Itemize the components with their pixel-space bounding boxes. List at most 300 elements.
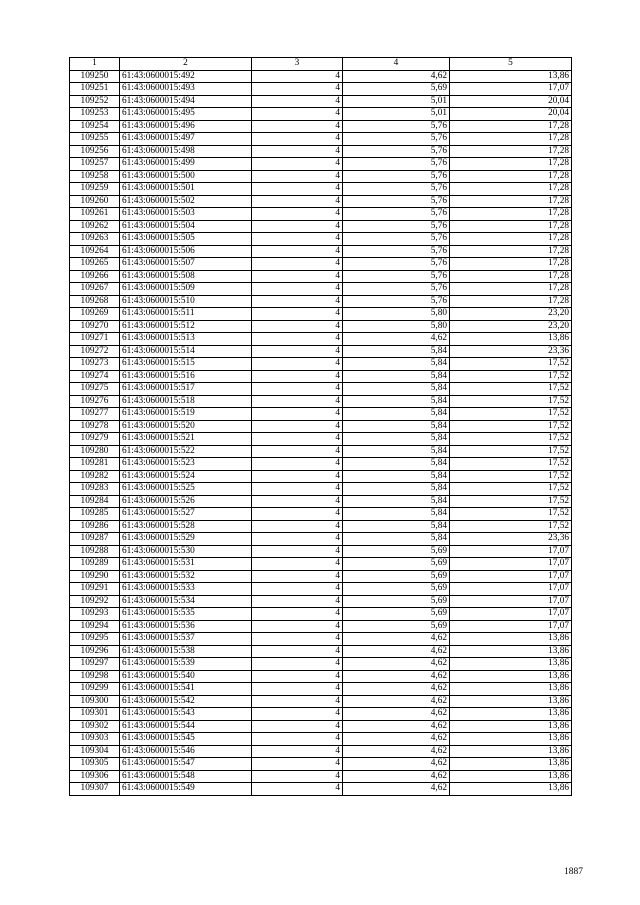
col3-value-cell: 4 [252, 733, 343, 746]
table-row [70, 333, 572, 346]
table-row [70, 183, 572, 196]
cadastral-number-cell: 61:43:0600015:508 [120, 270, 252, 283]
col5-value-cell: 13,86 [450, 645, 572, 658]
table-row [70, 133, 572, 146]
col3-value-cell: 4 [252, 783, 343, 796]
col4-value-cell: 5,69 [343, 608, 450, 621]
row-number-cell: 109281 [70, 458, 120, 471]
cadastral-number-cell: 61:43:0600015:493 [120, 83, 252, 96]
table-row [70, 583, 572, 596]
col4-value-cell: 5,01 [343, 108, 450, 121]
row-number-cell: 109278 [70, 420, 120, 433]
row-number-cell: 109298 [70, 670, 120, 683]
table-row [70, 320, 572, 333]
col3-value-cell: 4 [252, 133, 343, 146]
cadastral-number-cell: 61:43:0600015:538 [120, 645, 252, 658]
col3-value-cell: 4 [252, 295, 343, 308]
col5-value-cell: 13,86 [450, 683, 572, 696]
cadastral-number-cell: 61:43:0600015:492 [120, 70, 252, 83]
row-number-cell: 109257 [70, 158, 120, 171]
col4-value-cell: 5,01 [343, 95, 450, 108]
table-row [70, 283, 572, 296]
col3-value-cell: 4 [252, 608, 343, 621]
col3-value-cell: 4 [252, 683, 343, 696]
cadastral-number-cell: 61:43:0600015:531 [120, 558, 252, 571]
cadastral-number-cell: 61:43:0600015:506 [120, 245, 252, 258]
row-number-cell: 109300 [70, 695, 120, 708]
col5-value-cell: 17,07 [450, 83, 572, 96]
col4-value-cell: 4,62 [343, 633, 450, 646]
table-row [70, 733, 572, 746]
col4-value-cell: 5,76 [343, 183, 450, 196]
row-number-cell: 109256 [70, 145, 120, 158]
table-row [70, 433, 572, 446]
row-number-cell: 109250 [70, 70, 120, 83]
row-number-cell: 109295 [70, 633, 120, 646]
cadastral-number-cell: 61:43:0600015:544 [120, 720, 252, 733]
col3-value-cell: 4 [252, 658, 343, 671]
cadastral-number-cell: 61:43:0600015:527 [120, 508, 252, 521]
col4-value-cell: 4,62 [343, 670, 450, 683]
cadastral-number-cell: 61:43:0600015:548 [120, 770, 252, 783]
row-number-cell: 109277 [70, 408, 120, 421]
col4-value-cell: 5,76 [343, 208, 450, 221]
row-number-cell: 109306 [70, 770, 120, 783]
col5-value-cell: 13,86 [450, 733, 572, 746]
cadastral-number-cell: 61:43:0600015:535 [120, 608, 252, 621]
col5-value-cell: 17,07 [450, 620, 572, 633]
col4-value-cell: 5,76 [343, 258, 450, 271]
col4-value-cell: 5,84 [343, 345, 450, 358]
col3-value-cell: 4 [252, 695, 343, 708]
cadastral-number-cell: 61:43:0600015:529 [120, 533, 252, 546]
col3-value-cell: 4 [252, 595, 343, 608]
table-row [70, 270, 572, 283]
column-header-5: 5 [450, 58, 572, 71]
table-row [70, 695, 572, 708]
col3-value-cell: 4 [252, 570, 343, 583]
col3-value-cell: 4 [252, 408, 343, 421]
table-row [70, 308, 572, 321]
cadastral-number-cell: 61:43:0600015:546 [120, 745, 252, 758]
cadastral-number-cell: 61:43:0600015:530 [120, 545, 252, 558]
table-row [70, 220, 572, 233]
row-number-cell: 109305 [70, 758, 120, 771]
col4-value-cell: 4,62 [343, 708, 450, 721]
col3-value-cell: 4 [252, 458, 343, 471]
col4-value-cell: 5,84 [343, 508, 450, 521]
col4-value-cell: 5,84 [343, 358, 450, 371]
cadastral-number-cell: 61:43:0600015:543 [120, 708, 252, 721]
col4-value-cell: 5,84 [343, 520, 450, 533]
col5-value-cell: 17,28 [450, 145, 572, 158]
col4-value-cell: 5,69 [343, 83, 450, 96]
col5-value-cell: 17,28 [450, 208, 572, 221]
col5-value-cell: 17,28 [450, 120, 572, 133]
col5-value-cell: 17,52 [450, 420, 572, 433]
col3-value-cell: 4 [252, 558, 343, 571]
row-number-cell: 109274 [70, 370, 120, 383]
table-row [70, 545, 572, 558]
col5-value-cell: 23,36 [450, 345, 572, 358]
col3-value-cell: 4 [252, 545, 343, 558]
col5-value-cell: 17,07 [450, 608, 572, 621]
col3-value-cell: 4 [252, 708, 343, 721]
cadastral-number-cell: 61:43:0600015:499 [120, 158, 252, 171]
row-number-cell: 109255 [70, 133, 120, 146]
cadastral-number-cell: 61:43:0600015:496 [120, 120, 252, 133]
row-number-cell: 109259 [70, 183, 120, 196]
row-number-cell: 109299 [70, 683, 120, 696]
col5-value-cell: 17,52 [450, 395, 572, 408]
cadastral-number-cell: 61:43:0600015:523 [120, 458, 252, 471]
col3-value-cell: 4 [252, 620, 343, 633]
col3-value-cell: 4 [252, 83, 343, 96]
column-header-1: 1 [70, 58, 120, 71]
cadastral-number-cell: 61:43:0600015:540 [120, 670, 252, 683]
table-row [70, 670, 572, 683]
table-row [70, 95, 572, 108]
col4-value-cell: 5,84 [343, 383, 450, 396]
table-row [70, 558, 572, 571]
col3-value-cell: 4 [252, 483, 343, 496]
table-row [70, 245, 572, 258]
cadastral-number-cell: 61:43:0600015:549 [120, 783, 252, 796]
col4-value-cell: 5,80 [343, 320, 450, 333]
row-number-cell: 109292 [70, 595, 120, 608]
header-row [70, 58, 572, 71]
table-row [70, 683, 572, 696]
cadastral-number-cell: 61:43:0600015:507 [120, 258, 252, 271]
cadastral-number-cell: 61:43:0600015:537 [120, 633, 252, 646]
cadastral-number-cell: 61:43:0600015:525 [120, 483, 252, 496]
col5-value-cell: 17,52 [450, 508, 572, 521]
table-row [70, 783, 572, 796]
row-number-cell: 109252 [70, 95, 120, 108]
table-row [70, 195, 572, 208]
col3-value-cell: 4 [252, 70, 343, 83]
col3-value-cell: 4 [252, 320, 343, 333]
cadastral-number-cell: 61:43:0600015:498 [120, 145, 252, 158]
cadastral-number-cell: 61:43:0600015:502 [120, 195, 252, 208]
col5-value-cell: 20,04 [450, 95, 572, 108]
cadastral-number-cell: 61:43:0600015:526 [120, 495, 252, 508]
table-row [70, 620, 572, 633]
col3-value-cell: 4 [252, 233, 343, 246]
col3-value-cell: 4 [252, 308, 343, 321]
table-row [70, 83, 572, 96]
column-header-2: 2 [120, 58, 252, 71]
col5-value-cell: 13,86 [450, 708, 572, 721]
col4-value-cell: 5,76 [343, 245, 450, 258]
cadastral-number-cell: 61:43:0600015:494 [120, 95, 252, 108]
col5-value-cell: 13,86 [450, 745, 572, 758]
table-row [70, 370, 572, 383]
row-number-cell: 109268 [70, 295, 120, 308]
col3-value-cell: 4 [252, 445, 343, 458]
table-row [70, 395, 572, 408]
col5-value-cell: 17,52 [450, 520, 572, 533]
row-number-cell: 109291 [70, 583, 120, 596]
row-number-cell: 109288 [70, 545, 120, 558]
col4-value-cell: 5,84 [343, 433, 450, 446]
col3-value-cell: 4 [252, 758, 343, 771]
table-row [70, 408, 572, 421]
col5-value-cell: 17,28 [450, 220, 572, 233]
table-body [70, 70, 572, 795]
col5-value-cell: 17,28 [450, 270, 572, 283]
table-row [70, 720, 572, 733]
table-row [70, 483, 572, 496]
col3-value-cell: 4 [252, 183, 343, 196]
col3-value-cell: 4 [252, 395, 343, 408]
col5-value-cell: 17,52 [450, 495, 572, 508]
table-row [70, 170, 572, 183]
cadastral-number-cell: 61:43:0600015:513 [120, 333, 252, 346]
col5-value-cell: 17,07 [450, 595, 572, 608]
col4-value-cell: 5,84 [343, 370, 450, 383]
cadastral-number-cell: 61:43:0600015:500 [120, 170, 252, 183]
cadastral-number-cell: 61:43:0600015:497 [120, 133, 252, 146]
table-row [70, 383, 572, 396]
col3-value-cell: 4 [252, 108, 343, 121]
col3-value-cell: 4 [252, 358, 343, 371]
col4-value-cell: 5,69 [343, 570, 450, 583]
row-number-cell: 109290 [70, 570, 120, 583]
col4-value-cell: 4,62 [343, 783, 450, 796]
table-row [70, 258, 572, 271]
row-number-cell: 109269 [70, 308, 120, 321]
col3-value-cell: 4 [252, 670, 343, 683]
table-row [70, 645, 572, 658]
table-row [70, 570, 572, 583]
table-row [70, 608, 572, 621]
col4-value-cell: 5,76 [343, 295, 450, 308]
col4-value-cell: 5,84 [343, 420, 450, 433]
col5-value-cell: 17,28 [450, 195, 572, 208]
col4-value-cell: 5,76 [343, 158, 450, 171]
row-number-cell: 109286 [70, 520, 120, 533]
col5-value-cell: 17,52 [450, 370, 572, 383]
col5-value-cell: 20,04 [450, 108, 572, 121]
col3-value-cell: 4 [252, 333, 343, 346]
cadastral-number-cell: 61:43:0600015:512 [120, 320, 252, 333]
row-number-cell: 109279 [70, 433, 120, 446]
cadastral-number-cell: 61:43:0600015:521 [120, 433, 252, 446]
cadastral-number-cell: 61:43:0600015:501 [120, 183, 252, 196]
col3-value-cell: 4 [252, 533, 343, 546]
col3-value-cell: 4 [252, 383, 343, 396]
col5-value-cell: 13,86 [450, 670, 572, 683]
col4-value-cell: 5,76 [343, 170, 450, 183]
cadastral-number-cell: 61:43:0600015:516 [120, 370, 252, 383]
table-row [70, 120, 572, 133]
table-row [70, 745, 572, 758]
col4-value-cell: 5,80 [343, 308, 450, 321]
col3-value-cell: 4 [252, 270, 343, 283]
table-row [70, 70, 572, 83]
col3-value-cell: 4 [252, 95, 343, 108]
cadastral-number-cell: 61:43:0600015:517 [120, 383, 252, 396]
col3-value-cell: 4 [252, 195, 343, 208]
col3-value-cell: 4 [252, 433, 343, 446]
col4-value-cell: 5,69 [343, 620, 450, 633]
col5-value-cell: 17,28 [450, 295, 572, 308]
col5-value-cell: 17,07 [450, 570, 572, 583]
col4-value-cell: 4,62 [343, 720, 450, 733]
table-row [70, 295, 572, 308]
table-row [70, 445, 572, 458]
row-number-cell: 109265 [70, 258, 120, 271]
cadastral-number-cell: 61:43:0600015:524 [120, 470, 252, 483]
col5-value-cell: 17,07 [450, 583, 572, 596]
col3-value-cell: 4 [252, 258, 343, 271]
row-number-cell: 109253 [70, 108, 120, 121]
col4-value-cell: 5,69 [343, 595, 450, 608]
row-number-cell: 109296 [70, 645, 120, 658]
row-number-cell: 109301 [70, 708, 120, 721]
col4-value-cell: 4,62 [343, 733, 450, 746]
col5-value-cell: 17,52 [450, 433, 572, 446]
col5-value-cell: 17,07 [450, 558, 572, 571]
row-number-cell: 109261 [70, 208, 120, 221]
col5-value-cell: 13,86 [450, 70, 572, 83]
col4-value-cell: 4,62 [343, 658, 450, 671]
cadastral-number-cell: 61:43:0600015:509 [120, 283, 252, 296]
col4-value-cell: 5,84 [343, 395, 450, 408]
table-row [70, 470, 572, 483]
row-number-cell: 109287 [70, 533, 120, 546]
row-number-cell: 109275 [70, 383, 120, 396]
col5-value-cell: 17,28 [450, 133, 572, 146]
col4-value-cell: 5,84 [343, 458, 450, 471]
col4-value-cell: 5,84 [343, 495, 450, 508]
col4-value-cell: 5,69 [343, 558, 450, 571]
cadastral-number-cell: 61:43:0600015:541 [120, 683, 252, 696]
col4-value-cell: 4,62 [343, 683, 450, 696]
cadastral-number-cell: 61:43:0600015:515 [120, 358, 252, 371]
col5-value-cell: 17,28 [450, 183, 572, 196]
row-number-cell: 109297 [70, 658, 120, 671]
col3-value-cell: 4 [252, 370, 343, 383]
col5-value-cell: 23,20 [450, 308, 572, 321]
col5-value-cell: 13,86 [450, 695, 572, 708]
col3-value-cell: 4 [252, 645, 343, 658]
col5-value-cell: 17,52 [450, 470, 572, 483]
table-row [70, 708, 572, 721]
col4-value-cell: 5,84 [343, 470, 450, 483]
col4-value-cell: 5,76 [343, 145, 450, 158]
col5-value-cell: 17,28 [450, 158, 572, 171]
col4-value-cell: 5,76 [343, 220, 450, 233]
col5-value-cell: 13,86 [450, 333, 572, 346]
row-number-cell: 109276 [70, 395, 120, 408]
cadastral-number-cell: 61:43:0600015:545 [120, 733, 252, 746]
table-row [70, 458, 572, 471]
col3-value-cell: 4 [252, 345, 343, 358]
col3-value-cell: 4 [252, 245, 343, 258]
column-header-3: 3 [252, 58, 343, 71]
col5-value-cell: 17,52 [450, 408, 572, 421]
cadastral-number-cell: 61:43:0600015:528 [120, 520, 252, 533]
col5-value-cell: 17,28 [450, 233, 572, 246]
row-number-cell: 109266 [70, 270, 120, 283]
col4-value-cell: 5,69 [343, 545, 450, 558]
row-number-cell: 109307 [70, 783, 120, 796]
cadastral-number-cell: 61:43:0600015:519 [120, 408, 252, 421]
cadastral-number-cell: 61:43:0600015:534 [120, 595, 252, 608]
col3-value-cell: 4 [252, 508, 343, 521]
table-row [70, 145, 572, 158]
table-row [70, 420, 572, 433]
table-row [70, 633, 572, 646]
col4-value-cell: 4,62 [343, 333, 450, 346]
col5-value-cell: 17,28 [450, 258, 572, 271]
col4-value-cell: 4,62 [343, 695, 450, 708]
col4-value-cell: 5,76 [343, 195, 450, 208]
table-row [70, 158, 572, 171]
row-number-cell: 109267 [70, 283, 120, 296]
table-row [70, 233, 572, 246]
cadastral-number-cell: 61:43:0600015:539 [120, 658, 252, 671]
row-number-cell: 109280 [70, 445, 120, 458]
table-row [70, 345, 572, 358]
col3-value-cell: 4 [252, 420, 343, 433]
table-row [70, 520, 572, 533]
col5-value-cell: 17,52 [450, 458, 572, 471]
table-row [70, 770, 572, 783]
col4-value-cell: 4,62 [343, 745, 450, 758]
cadastral-number-cell: 61:43:0600015:542 [120, 695, 252, 708]
row-number-cell: 109303 [70, 733, 120, 746]
col5-value-cell: 13,86 [450, 720, 572, 733]
col5-value-cell: 23,36 [450, 533, 572, 546]
col3-value-cell: 4 [252, 220, 343, 233]
col5-value-cell: 17,52 [450, 445, 572, 458]
col4-value-cell: 5,84 [343, 408, 450, 421]
col3-value-cell: 4 [252, 495, 343, 508]
col3-value-cell: 4 [252, 470, 343, 483]
col4-value-cell: 4,62 [343, 70, 450, 83]
col4-value-cell: 4,62 [343, 770, 450, 783]
row-number-cell: 109284 [70, 495, 120, 508]
col4-value-cell: 5,84 [343, 483, 450, 496]
row-number-cell: 109283 [70, 483, 120, 496]
table-row [70, 108, 572, 121]
cadastral-number-cell: 61:43:0600015:510 [120, 295, 252, 308]
col5-value-cell: 17,52 [450, 358, 572, 371]
table-row [70, 758, 572, 771]
col4-value-cell: 4,62 [343, 645, 450, 658]
col5-value-cell: 13,86 [450, 758, 572, 771]
table-row [70, 358, 572, 371]
col5-value-cell: 13,86 [450, 633, 572, 646]
row-number-cell: 109270 [70, 320, 120, 333]
col5-value-cell: 17,28 [450, 283, 572, 296]
register-table [69, 57, 572, 796]
table-row [70, 495, 572, 508]
row-number-cell: 109260 [70, 195, 120, 208]
col5-value-cell: 13,86 [450, 658, 572, 671]
col3-value-cell: 4 [252, 283, 343, 296]
col4-value-cell: 5,69 [343, 583, 450, 596]
col5-value-cell: 17,28 [450, 170, 572, 183]
col5-value-cell: 17,52 [450, 483, 572, 496]
col4-value-cell: 5,76 [343, 120, 450, 133]
col4-value-cell: 4,62 [343, 758, 450, 771]
row-number-cell: 109258 [70, 170, 120, 183]
row-number-cell: 109294 [70, 620, 120, 633]
